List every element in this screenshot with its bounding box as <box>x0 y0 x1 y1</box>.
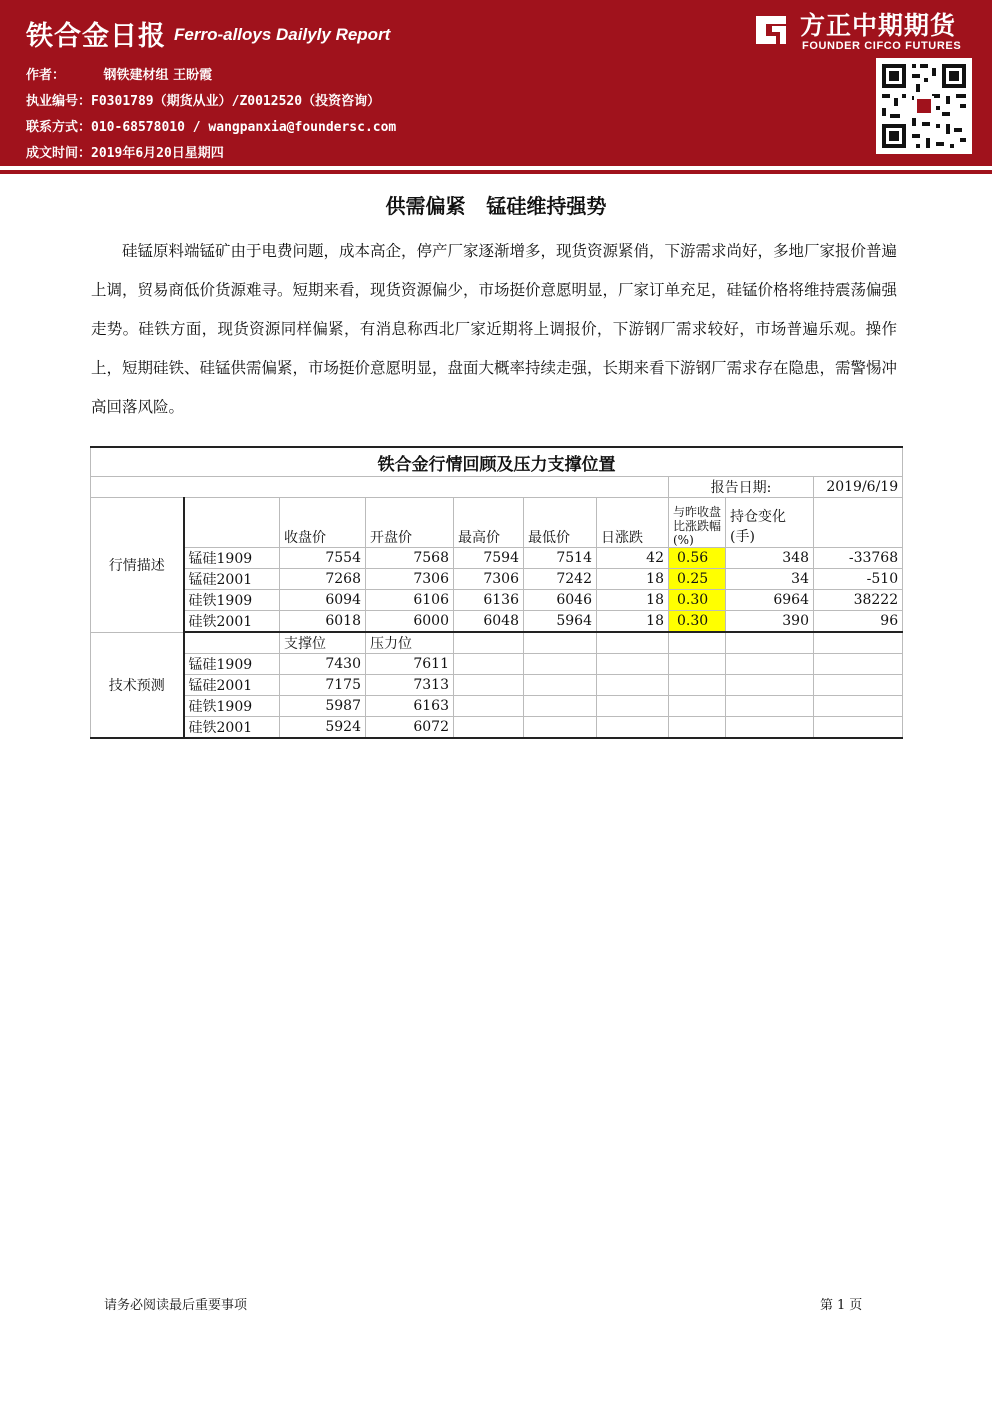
cell-change: 18 <box>597 590 669 611</box>
table-row <box>91 717 903 739</box>
cell-change: 18 <box>597 611 669 633</box>
col-header-resistance: 压力位 <box>366 632 454 654</box>
cell-close: 6094 <box>280 590 366 611</box>
cell-oi: 390 <box>726 611 814 633</box>
cell-high: 7306 <box>454 569 524 590</box>
date-label: 成文时间： <box>26 146 92 161</box>
report-date-label: 报告日期: <box>669 477 814 498</box>
instrument-name: 锰硅2001 <box>184 675 280 696</box>
author-line <box>26 64 212 83</box>
cell-open: 6106 <box>366 590 454 611</box>
report-date-value: 2019/6/19 <box>814 477 903 498</box>
company-logo <box>752 6 982 54</box>
table-row <box>91 611 903 633</box>
cell-support: 7175 <box>280 675 366 696</box>
table-row <box>91 548 903 569</box>
cell-support: 5987 <box>280 696 366 717</box>
table-header-row <box>91 498 903 548</box>
cell-low: 7514 <box>524 548 597 569</box>
date-line <box>26 142 224 161</box>
table-title: 铁合金行情回顾及压力支撑位置 <box>91 447 903 477</box>
contact-label: 联系方式： <box>26 120 92 135</box>
article-headline: 供需偏紧 锰硅维持强势 <box>385 194 607 218</box>
cell-close: 7268 <box>280 569 366 590</box>
qr-code-icon <box>876 58 972 154</box>
cell-change: 42 <box>597 548 669 569</box>
instrument-name: 硅铁2001 <box>184 611 280 633</box>
col-header-pct: 与昨收盘比涨跌幅(%) <box>669 498 726 548</box>
table-row <box>91 675 903 696</box>
report-title: 铁合金日报 <box>26 21 166 52</box>
cell-oi: 348 <box>726 548 814 569</box>
cell-extra: -33768 <box>814 548 903 569</box>
logo-mark-icon <box>752 10 792 50</box>
author-value: 钢铁建材组 王盼霞 <box>103 68 213 83</box>
cell-open: 7568 <box>366 548 454 569</box>
table-title-row <box>91 447 903 477</box>
cell-close: 7554 <box>280 548 366 569</box>
cell-oi: 6964 <box>726 590 814 611</box>
table-row <box>91 654 903 675</box>
cell-high: 6048 <box>454 611 524 633</box>
cell-low: 7242 <box>524 569 597 590</box>
page-suffix: 页 <box>849 1298 863 1313</box>
header-divider <box>0 170 992 174</box>
license-value: F0301789（期货从业）/Z0012520（投资咨询） <box>91 94 381 109</box>
page-prefix: 第 <box>820 1298 834 1313</box>
report-date-row <box>91 477 903 498</box>
cell-high: 7594 <box>454 548 524 569</box>
cell-resistance: 6072 <box>366 717 454 739</box>
instrument-name: 锰硅1909 <box>184 654 280 675</box>
instrument-name: 锰硅1909 <box>184 548 280 569</box>
cell-pct: 0.30 <box>669 611 726 633</box>
contact-line <box>26 116 396 135</box>
cell-oi: 34 <box>726 569 814 590</box>
cell-resistance: 6163 <box>366 696 454 717</box>
page-number-value: 1 <box>837 1298 846 1313</box>
cell-pct: 0.30 <box>669 590 726 611</box>
cell-extra: -510 <box>814 569 903 590</box>
license-line <box>26 90 380 109</box>
col-header-high: 最高价 <box>454 498 524 548</box>
cell-pct: 0.56 <box>669 548 726 569</box>
page-number <box>820 1294 866 1313</box>
author-label: 作者： <box>26 68 66 83</box>
col-header-open: 开盘价 <box>366 498 454 548</box>
tech-header-row <box>91 632 903 654</box>
table-row <box>91 696 903 717</box>
cell-high: 6136 <box>454 590 524 611</box>
section-market-label: 行情描述 <box>91 498 184 633</box>
cell-open: 7306 <box>366 569 454 590</box>
col-header-change: 日涨跌 <box>597 498 669 548</box>
logo-name-cn: 方正中期期货 <box>800 11 957 40</box>
instrument-name: 锰硅2001 <box>184 569 280 590</box>
cell-resistance: 7313 <box>366 675 454 696</box>
cell-extra: 38222 <box>814 590 903 611</box>
col-header-low: 最低价 <box>524 498 597 548</box>
cell-extra: 96 <box>814 611 903 633</box>
cell-resistance: 7611 <box>366 654 454 675</box>
market-table <box>90 446 903 739</box>
cell-open: 6000 <box>366 611 454 633</box>
section-tech-label: 技术预测 <box>91 632 184 738</box>
table-row <box>91 590 903 611</box>
cell-low: 5964 <box>524 611 597 633</box>
table-row <box>91 569 903 590</box>
contact-value: 010-68578010 / wangpanxia@foundersc.com <box>91 120 397 135</box>
instrument-name: 硅铁1909 <box>184 696 280 717</box>
col-header-oi: 持仓变化(手) <box>726 498 814 548</box>
instrument-name: 硅铁2001 <box>184 717 280 739</box>
col-header-support: 支撑位 <box>280 632 366 654</box>
cell-support: 5924 <box>280 717 366 739</box>
report-header <box>0 0 992 166</box>
cell-pct: 0.25 <box>669 569 726 590</box>
col-header-close: 收盘价 <box>280 498 366 548</box>
instrument-name: 硅铁1909 <box>184 590 280 611</box>
cell-close: 6018 <box>280 611 366 633</box>
date-value: 2019年6月20日星期四 <box>91 146 224 161</box>
license-label: 执业编号： <box>26 94 92 109</box>
cell-low: 6046 <box>524 590 597 611</box>
report-title-english: Ferro-alloys Dailyly Report <box>174 25 391 44</box>
article-body: 硅锰原料端锰矿由于电费问题，成本高企，停产厂家逐渐增多，现货资源紧俏，下游需求尚好，多地厂家报价普遍上调，贸易商低价货源难寻。短期来看，现货资源偏少，市场挺价意愿明显，厂家订单充足，硅锰价格将维持震荡偏强走势。硅铁方面，现货资源同样偏紧，有消息称西北厂家近期将上调报价，下游钢厂需求较好，市场普遍乐观。操作上，短期硅铁、硅锰供需偏紧，市场挺价意愿明显，盘面大概率持续走强，长期来看下游钢厂需求存在隐患，需警惕冲高回落风险。 <box>91 242 898 416</box>
logo-name-en: FOUNDER CIFCO FUTURES <box>802 40 962 52</box>
footer-disclaimer: 请务必阅读最后重要事项 <box>104 1298 248 1313</box>
cell-change: 18 <box>597 569 669 590</box>
cell-support: 7430 <box>280 654 366 675</box>
